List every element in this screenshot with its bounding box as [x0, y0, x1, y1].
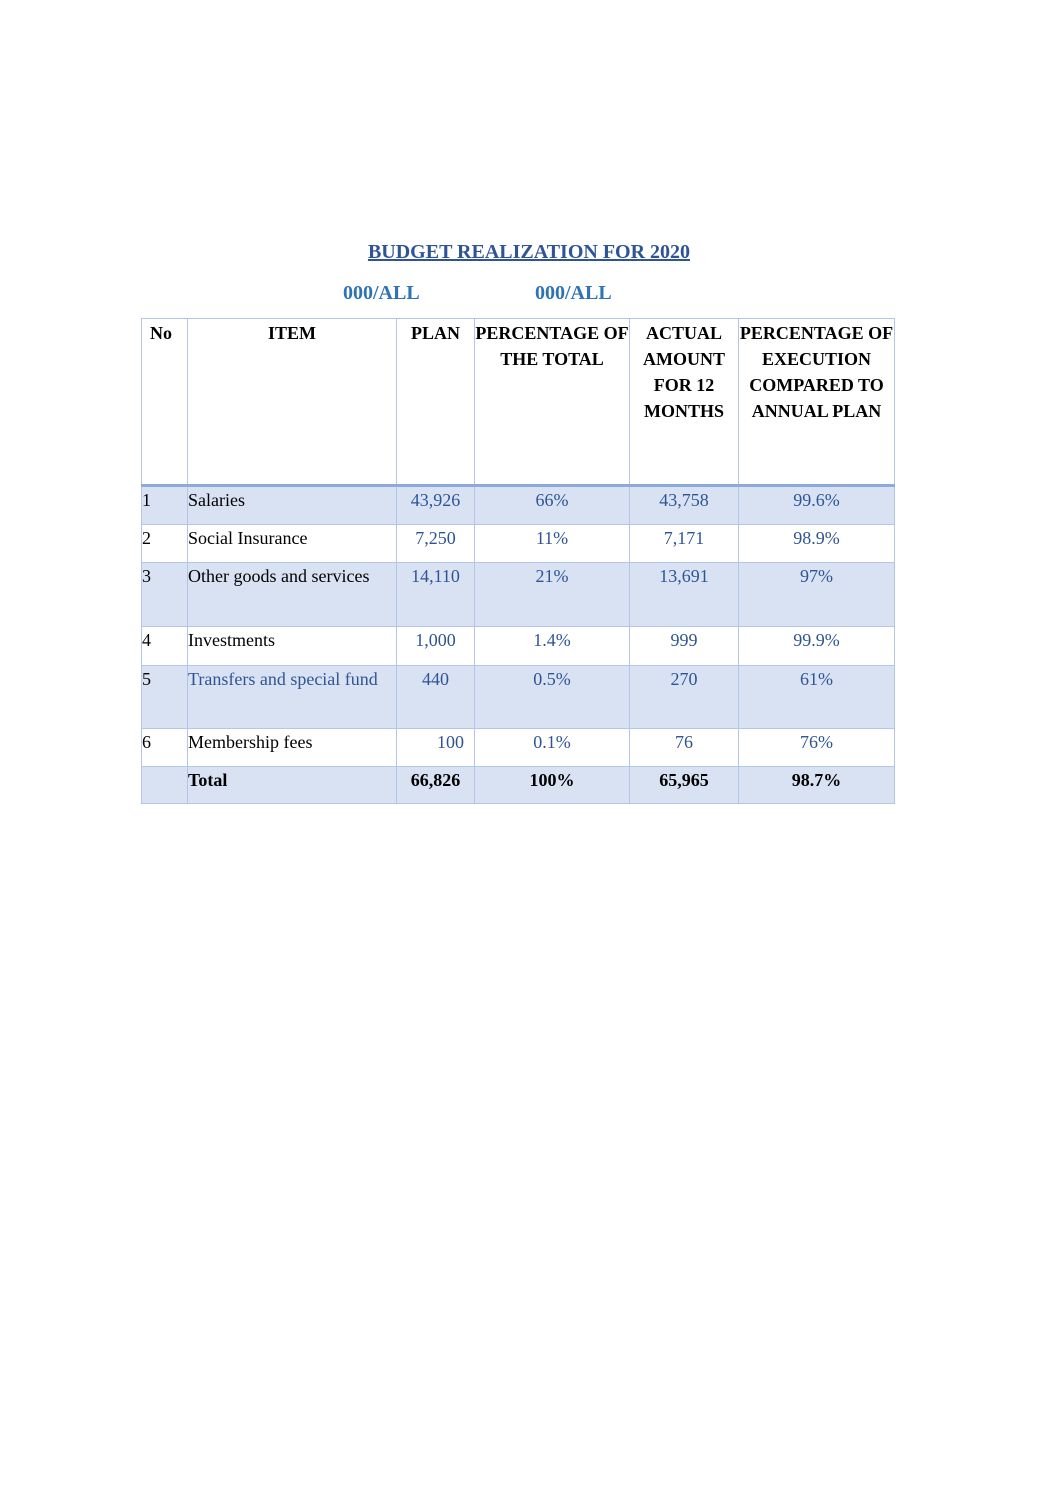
budget-table: [141, 318, 895, 804]
row-actual-amount: 43,758: [630, 486, 739, 525]
row-plan: 7,250: [397, 525, 475, 563]
row-percentage-of-execution: 61%: [739, 666, 895, 729]
row-actual-amount: 999: [630, 627, 739, 666]
row-plan: 1,000: [397, 627, 475, 666]
row-percentage-of-total: 66%: [475, 486, 630, 525]
table-row: [142, 627, 895, 666]
row-item: Investments: [188, 627, 397, 666]
header-no: No: [142, 319, 188, 486]
total-number: [142, 767, 188, 804]
page-title: BUDGET REALIZATION FOR 2020: [367, 241, 691, 263]
table-total-row: [142, 767, 895, 804]
row-plan: 43,926: [397, 486, 475, 525]
row-number: 1: [142, 486, 188, 525]
row-number: 5: [142, 666, 188, 729]
row-item: Other goods and services: [188, 563, 397, 627]
row-percentage-of-execution: 99.6%: [739, 486, 895, 525]
table-header-row: [142, 319, 895, 486]
total-label: Total: [188, 767, 397, 804]
total-actual-amount: 65,965: [630, 767, 739, 804]
table-row: [142, 486, 895, 525]
row-percentage-of-total: 21%: [475, 563, 630, 627]
unit-label-plan: 000/ALL: [343, 282, 420, 304]
total-plan: 66,826: [397, 767, 475, 804]
row-item: Transfers and special fund: [188, 666, 397, 729]
row-item: Salaries: [188, 486, 397, 525]
total-percentage-of-execution: 98.7%: [739, 767, 895, 804]
header-plan: PLAN: [397, 319, 475, 486]
row-percentage-of-total: 11%: [475, 525, 630, 563]
row-actual-amount: 76: [630, 729, 739, 767]
row-percentage-of-total: 1.4%: [475, 627, 630, 666]
unit-label-actual: 000/ALL: [535, 282, 612, 304]
row-actual-amount: 270: [630, 666, 739, 729]
row-percentage-of-execution: 76%: [739, 729, 895, 767]
row-actual-amount: 13,691: [630, 563, 739, 627]
table-row: [142, 525, 895, 563]
row-number: 3: [142, 563, 188, 627]
row-percentage-of-execution: 98.9%: [739, 525, 895, 563]
table-row: [142, 666, 895, 729]
table-row: [142, 729, 895, 767]
table-row: [142, 563, 895, 627]
row-percentage-of-total: 0.5%: [475, 666, 630, 729]
header-actual-amount: ACTUAL AMOUNT FOR 12 MONTHS: [630, 319, 739, 486]
total-percentage-of-total: 100%: [475, 767, 630, 804]
row-item: Membership fees: [188, 729, 397, 767]
header-percentage-of-total: PERCENTAGE OF THE TOTAL: [475, 319, 630, 486]
row-percentage-of-execution: 99.9%: [739, 627, 895, 666]
row-percentage-of-total: 0.1%: [475, 729, 630, 767]
row-item: Social Insurance: [188, 525, 397, 563]
row-actual-amount: 7,171: [630, 525, 739, 563]
row-plan: 14,110: [397, 563, 475, 627]
header-percentage-of-execution: PERCENTAGE OF EXECUTION COMPARED TO ANNUAL PLAN: [739, 319, 895, 486]
row-number: 4: [142, 627, 188, 666]
row-plan: 100: [397, 729, 475, 767]
header-item: ITEM: [188, 319, 397, 486]
row-percentage-of-execution: 97%: [739, 563, 895, 627]
row-number: 2: [142, 525, 188, 563]
row-number: 6: [142, 729, 188, 767]
row-plan: 440: [397, 666, 475, 729]
